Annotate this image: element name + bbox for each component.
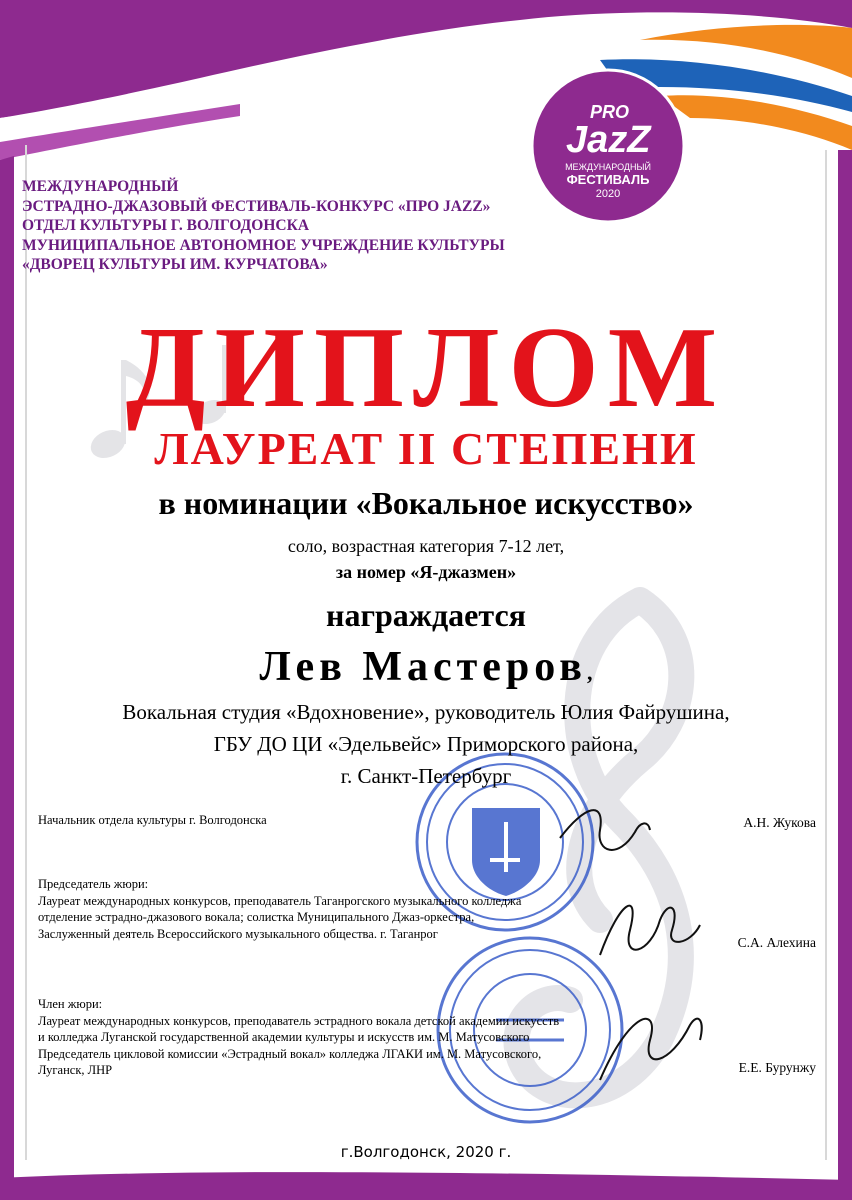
recipient-name: Лев Мастеров <box>259 644 587 690</box>
member-signature-name: Е.Е. Бурунжу <box>738 1060 816 1075</box>
nomination: в номинации «Вокальное искусство» <box>158 485 694 521</box>
diploma-title: ДИПЛОМ <box>125 304 727 432</box>
chair-line: Председатель жюри: <box>38 877 149 891</box>
organizer-line: «ДВОРЕЦ КУЛЬТУРЫ ИМ. КУРЧАТОВА» <box>22 256 328 274</box>
recipient-suffix: , <box>586 660 593 685</box>
organizer-line: МУНИЦИПАЛЬНОЕ АВТОНОМНОЕ УЧРЕЖДЕНИЕ КУЛЬТУРЫ <box>22 236 505 254</box>
chair-line: Лауреат международных конкурсов, преподаватель Таганрогского музыкального колледжа <box>38 893 522 908</box>
svg-text:ФЕСТИВАЛЬ: ФЕСТИВАЛЬ <box>566 172 650 187</box>
head-signature-title: Начальник отдела культуры г. Волгодонска <box>38 813 267 827</box>
school-line: ГБУ ДО ЦИ «Эдельвейс» Приморского района, <box>213 732 639 756</box>
member-signature-block <box>38 996 618 1079</box>
member-line: и колледжа Луганской государственной академии культуры и искусств им. М. Матусовского <box>38 1030 530 1044</box>
organizers-block <box>22 177 542 275</box>
svg-text:2020: 2020 <box>595 188 621 200</box>
member-line: Луганск, ЛНР <box>38 1063 113 1077</box>
recipient-name-block <box>0 643 852 697</box>
city-line: г. Санкт-Петербург <box>340 764 512 788</box>
bottom-purple-band <box>0 1172 852 1200</box>
footer-place-date: г.Волгодонск, 2020 г. <box>340 1143 512 1161</box>
organizer-line: ЭСТРАДНО-ДЖАЗОВЫЙ ФЕСТИВАЛЬ-КОНКУРС «ПРО JAZZ» <box>22 197 491 215</box>
awarded-label: награждается <box>326 597 526 633</box>
svg-text:PRO: PRO <box>590 102 630 122</box>
chair-signature-block <box>38 876 618 942</box>
svg-text:JazZ: JazZ <box>566 119 651 161</box>
laureate-degree: ЛАУРЕАТ II СТЕПЕНИ <box>154 423 698 474</box>
member-line: Лауреат международных конкурсов, преподаватель эстрадного вокала детской академии искусств <box>38 1013 560 1028</box>
chair-line: Заслуженный деятель Всероссийского музыкального общества. г. Таганрог <box>38 926 438 941</box>
chair-signature-name: С.А. Алехина <box>737 935 816 950</box>
svg-text:МЕЖДУНАРОДНЫЙ: МЕЖДУНАРОДНЫЙ <box>565 162 651 172</box>
member-line: Член жюри: <box>38 997 103 1011</box>
member-line: Председатель цикловой комиссии «Эстрадный вокал» колледжа ЛГАКИ им. М. Матусовского, <box>38 1046 542 1061</box>
performance-number: за номер «Я-джазмен» <box>335 562 517 582</box>
chair-line: отделение эстрадно-джазового вокала; солистка Муниципального Джаз-оркестра, <box>38 910 475 924</box>
studio-line: Вокальная студия «Вдохновение», руководитель Юлия Файрушина, <box>122 700 730 724</box>
head-signature-name: А.Н. Жукова <box>743 815 816 830</box>
age-category: соло, возрастная категория 7-12 лет, <box>287 536 565 556</box>
organizer-line: ОТДЕЛ КУЛЬТУРЫ Г. ВОЛГОДОНСКА <box>22 217 310 235</box>
festival-logo <box>532 70 684 222</box>
organizer-line: МЕЖДУНАРОДНЫЙ <box>22 178 179 195</box>
